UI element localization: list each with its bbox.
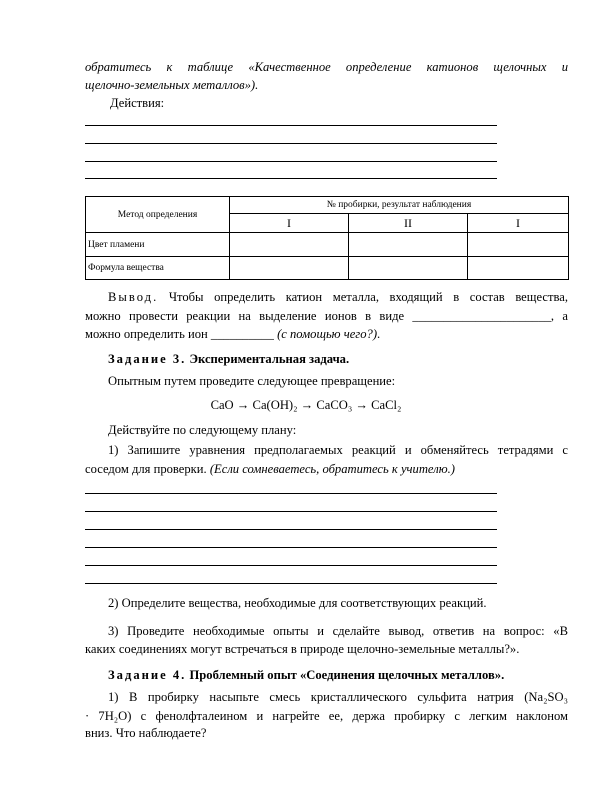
task3-step3-line1: 3) Проведите необходимые опыты и сделайте вывод, ответив на вопрос: «В (108, 624, 568, 638)
answer-line (85, 161, 497, 162)
table-cell[interactable] (230, 233, 349, 257)
method-header: Метод определения (86, 197, 230, 233)
conclusion-hint: (с помощью чего?) (277, 327, 378, 341)
table-cell[interactable] (349, 233, 468, 257)
reaction-formula: CaO → Ca(OH)₂ → CaCO₃ → CaCl₂ (210, 398, 402, 412)
task3-title: Экспериментальная задача. (189, 352, 350, 366)
conclusion-line-3 (85, 327, 380, 342)
task4-title: Проблемный опыт «Соединения щелочных металлов». (189, 668, 505, 682)
tube-label: I (230, 214, 349, 233)
conclusion-text: можно определить ион __________ (85, 327, 274, 341)
row-label: Цвет пламени (86, 233, 230, 257)
table-cell[interactable] (468, 233, 569, 257)
row-label: Формула вещества (86, 257, 230, 280)
conclusion-end: . (377, 327, 381, 341)
table-cell[interactable] (349, 257, 468, 280)
task3-heading (108, 352, 349, 367)
task4-label: Задание 4. (108, 668, 187, 682)
task4-heading (108, 668, 504, 683)
answer-line (85, 125, 497, 126)
task3-step1-line2 (85, 462, 455, 477)
conclusion-line-1 (108, 290, 568, 305)
table-cell[interactable] (230, 257, 349, 280)
answer-line (85, 583, 497, 584)
conclusion-label: Вывод. (108, 290, 159, 304)
answer-line (85, 511, 497, 512)
actions-label: Действия: (110, 96, 165, 110)
task4-step1-line3: вниз. Что наблюдаете? (85, 726, 207, 740)
step1-text: соседом для проверки. (85, 462, 207, 476)
answer-line (85, 565, 497, 566)
conclusion-line-2: можно провести реакции на выделение ионов в виде ______________________, а (85, 309, 568, 323)
task4-step1-line2: · 7H₂O) с фенолфталеином и нагрейте ее, держа пробирку с легким наклоном (85, 709, 568, 723)
intro-line-1: обратитесь к таблице «Качественное определение катионов щелочных и (85, 60, 568, 74)
answer-line (85, 493, 497, 494)
task3-step2: 2) Определите вещества, необходимые для соответствующих реакций. (108, 596, 487, 610)
answer-line (85, 547, 497, 548)
task4-step1-line1: 1) В пробирку насыпьте смесь кристаллического сульфита натрия (Na₂SO₃ (108, 690, 568, 704)
answer-line (85, 143, 497, 144)
table-cell[interactable] (468, 257, 569, 280)
answer-line (85, 529, 497, 530)
observation-table (85, 196, 569, 280)
task3-step3-line2: каких соединениях могут встречаться в природе щелочно-земельные металлы?». (85, 642, 520, 656)
intro-line-2: щелочно-земельных металлов»). (85, 78, 259, 92)
conclusion-text: Чтобы определить катион металла, входящий в состав вещества, (168, 290, 568, 304)
group-header: № пробирки, результат наблюдения (230, 197, 569, 214)
task3-step1-line1: 1) Запишите уравнения предполагаемых реакций и обменяйтесь тетрадями с (108, 443, 568, 457)
task3-intro: Опытным путем проведите следующее превращение: (108, 374, 396, 388)
task3-plan: Действуйте по следующему плану: (108, 423, 297, 437)
tube-label: I (468, 214, 569, 233)
step1-hint: (Если сомневаетесь, обратитесь к учителю.) (209, 462, 455, 476)
tube-label: II (349, 214, 468, 233)
answer-line (85, 178, 497, 179)
task3-label: Задание 3. (108, 352, 187, 366)
